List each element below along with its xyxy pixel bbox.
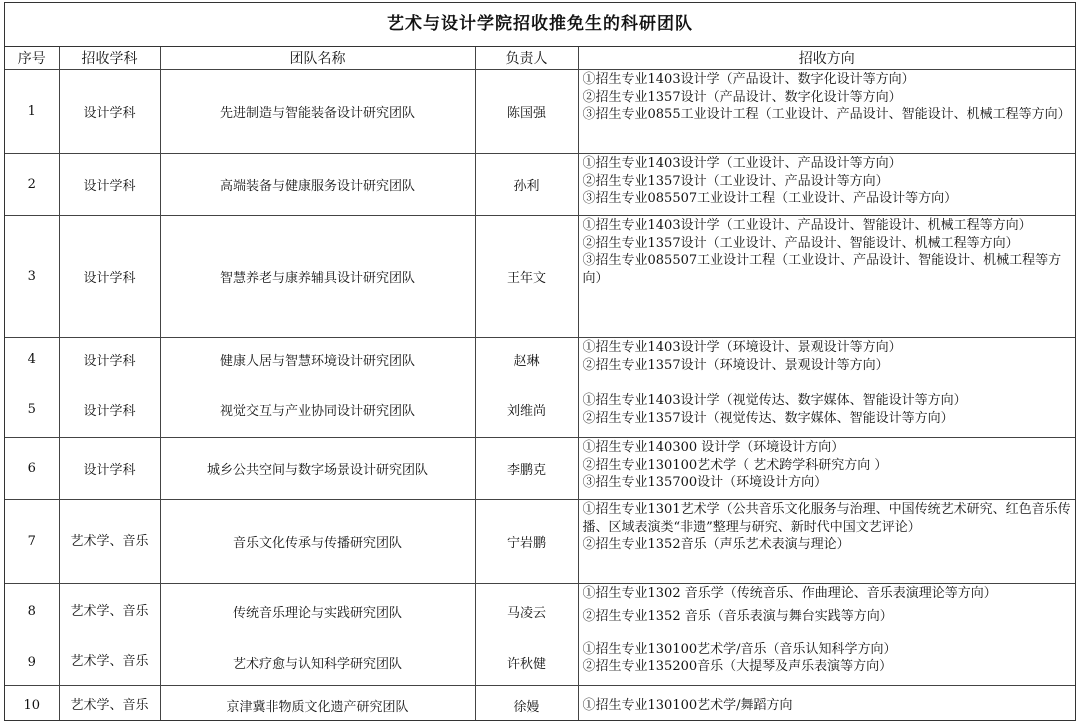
direction-item: ①招生专业130100艺术学/音乐（音乐认知科学方向） (582, 641, 897, 657)
direction-item: ②招生专业1357设计（工业设计、产品设计、智能设计、机械工程等方向） (582, 235, 1019, 251)
header-direction: 招收方向 (578, 47, 1075, 70)
team-table (5, 47, 1075, 721)
direction-item: ②招生专业135200音乐（大提琴及声乐表演等方向） (582, 659, 893, 674)
row-leader: 刘维尚 (475, 382, 578, 438)
table-row (5, 500, 1075, 584)
row-directions (578, 382, 1075, 438)
row-subject: 设计学科 (59, 438, 160, 500)
row-team-name: 传统音乐理论与实践研究团队 (160, 584, 475, 640)
direction-item: ②招生专业1357设计（产品设计、数字化设计等方向） (582, 89, 902, 105)
direction-item: ①招生专业1403设计学（工业设计、产品设计、智能设计、机械工程等方向） (582, 218, 1032, 233)
direction-item: ②招生专业1352 音乐（音乐表演与舞台实践等方向） (582, 608, 893, 624)
row-subject: 设计学科 (59, 70, 160, 154)
row-directions (578, 584, 1075, 640)
direction-item: ③招生专业0855工业设计工程（工业设计、产品设计、智能设计、机械工程等方向） (582, 107, 1071, 122)
table-row (5, 640, 1075, 686)
row-leader: 徐嫚 (475, 686, 578, 722)
direction-item: ①招生专业1403设计学（产品设计、数字化设计等方向） (582, 72, 915, 87)
row-leader: 李鹏克 (475, 438, 578, 500)
subject-text: 艺术学、音乐 (70, 533, 149, 549)
header-subject: 招收学科 (59, 47, 160, 70)
subject-text: 艺术学、音乐 (70, 603, 149, 619)
row-number: 9 (5, 640, 59, 686)
direction-item: ①招生专业1403设计学（工业设计、产品设计等方向） (582, 156, 902, 171)
row-subject: 设计学科 (59, 216, 160, 338)
direction-item: ①招生专业1403设计学（环境设计、景观设计等方向） (582, 340, 902, 355)
row-team-name: 艺术疗愈与认知科学研究团队 (160, 640, 475, 686)
row-leader: 赵琳 (475, 338, 578, 382)
row-number: 6 (5, 438, 59, 500)
table-row (5, 338, 1075, 382)
row-leader: 马凌云 (475, 584, 578, 640)
row-subject: 设计学科 (59, 154, 160, 216)
row-directions (578, 640, 1075, 686)
header-team: 团队名称 (160, 47, 475, 70)
page-title: 艺术与设计学院招收推免生的科研团队 (5, 3, 1075, 47)
row-leader: 陈国强 (475, 70, 578, 154)
table-row (5, 382, 1075, 438)
row-directions (578, 154, 1075, 216)
row-subject (59, 584, 160, 640)
subject-text: 艺术学、音乐 (70, 697, 149, 713)
header-leader: 负责人 (475, 47, 578, 70)
direction-item: ①招生专业140300 设计学（环境设计方向） (582, 440, 845, 455)
row-number: 5 (5, 382, 59, 438)
direction-item: ③招生专业135700设计（环境设计方向） (582, 475, 828, 490)
direction-item: ②招生专业1357设计（环境设计、景观设计等方向） (582, 357, 889, 373)
row-number: 7 (5, 500, 59, 584)
header-no: 序号 (5, 47, 59, 70)
direction-item: ①招生专业1302 音乐学（传统音乐、作曲理论、音乐表演理论等方向） (582, 586, 997, 601)
row-subject: 设计学科 (59, 382, 160, 438)
subject-text: 艺术学、音乐 (70, 654, 149, 670)
direction-item: ①招生专业130100艺术学/舞蹈方向 (582, 698, 793, 714)
row-subject (59, 686, 160, 722)
row-directions (578, 70, 1075, 154)
row-number: 1 (5, 70, 59, 154)
row-team-name: 健康人居与智慧环境设计研究团队 (160, 338, 475, 382)
row-team-name: 城乡公共空间与数字场景设计研究团队 (160, 438, 475, 500)
row-leader: 孙利 (475, 154, 578, 216)
table-row (5, 70, 1075, 154)
row-number: 10 (5, 686, 59, 722)
direction-item: ①招生专业1301艺术学（公共音乐文化服务与治理、中国传统艺术研究、红色音乐传播、区域表演类“非遗”整理与研究、新时代中国文艺评论） (582, 502, 1071, 535)
row-subject: 设计学科 (59, 338, 160, 382)
row-team-name: 高端装备与健康服务设计研究团队 (160, 154, 475, 216)
row-directions (578, 438, 1075, 500)
row-number: 8 (5, 584, 59, 640)
row-directions (578, 338, 1075, 382)
direction-item: ②招生专业1357设计（工业设计、产品设计等方向） (582, 173, 889, 189)
row-directions (578, 216, 1075, 338)
direction-item: ①招生专业1403设计学（视觉传达、数字媒体、智能设计等方向） (582, 393, 967, 409)
header-row (5, 47, 1075, 70)
row-subject (59, 500, 160, 584)
row-team-name: 先进制造与智能装备设计研究团队 (160, 70, 475, 154)
table-row (5, 216, 1075, 338)
document-frame (4, 2, 1076, 721)
row-number: 3 (5, 216, 59, 338)
row-team-name: 智慧养老与康养辅具设计研究团队 (160, 216, 475, 338)
row-leader: 王年文 (475, 216, 578, 338)
row-leader: 宁岩鹏 (475, 500, 578, 584)
row-team-name: 视觉交互与产业协同设计研究团队 (160, 382, 475, 438)
direction-item: ②招生专业1357设计（视觉传达、数字媒体、智能设计等方向） (582, 410, 954, 426)
row-leader: 许秋健 (475, 640, 578, 686)
table-row (5, 686, 1075, 722)
direction-item: ②招生专业130100艺术学（ 艺术跨学科研究方向 ） (582, 457, 888, 473)
direction-item: ③招生专业085507工业设计工程（工业设计、产品设计等方向） (582, 191, 958, 206)
row-team-name: 音乐文化传承与传播研究团队 (160, 500, 475, 584)
direction-item: ③招生专业085507工业设计工程（工业设计、产品设计、智能设计、机械工程等方向） (582, 253, 1062, 286)
row-subject (59, 640, 160, 686)
table-row (5, 154, 1075, 216)
row-team-name: 京津冀非物质文化遗产研究团队 (160, 686, 475, 722)
table-row (5, 438, 1075, 500)
row-number: 4 (5, 338, 59, 382)
direction-item: ②招生专业1352音乐（声乐艺术表演与理论） (582, 537, 850, 552)
table-row (5, 584, 1075, 640)
row-directions (578, 686, 1075, 722)
row-directions (578, 500, 1075, 584)
row-number: 2 (5, 154, 59, 216)
